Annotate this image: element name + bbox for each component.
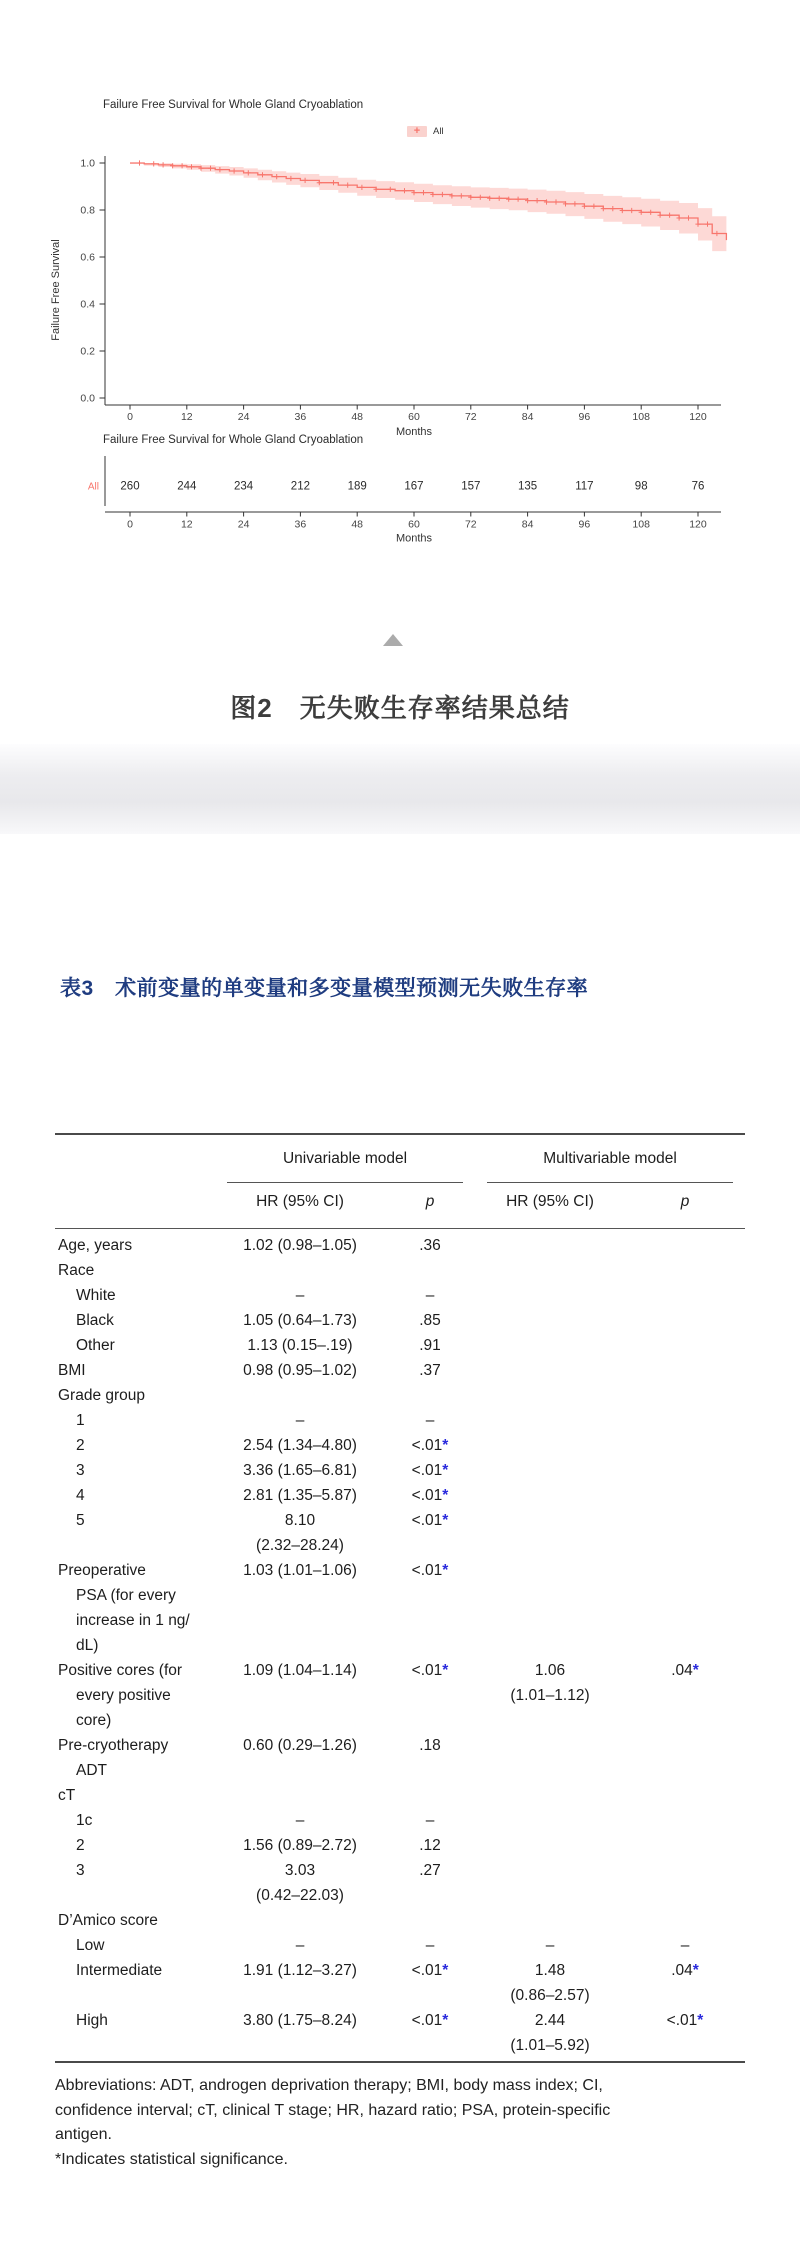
risk-x-tick-label: 120 bbox=[689, 518, 707, 531]
x-axis-title: Months bbox=[395, 426, 433, 438]
risk-x-tick-label: 60 bbox=[408, 518, 420, 531]
x-tick-label: 24 bbox=[237, 411, 250, 423]
header-spacer bbox=[55, 1135, 215, 1183]
multi-p-cell bbox=[625, 1808, 745, 1833]
table3-title: 表3 术前变量的单变量和多变量模型预测无失败生存率 bbox=[60, 977, 589, 1000]
risk-x-tick-label: 72 bbox=[464, 518, 477, 531]
row-label: 4 bbox=[76, 1487, 85, 1504]
risk-count: 135 bbox=[518, 480, 538, 493]
number-at-risk-plot bbox=[45, 450, 755, 550]
uni-hr-cell bbox=[215, 1908, 385, 1933]
risk-x-tick-label: 48 bbox=[351, 518, 364, 531]
multi-hr-cell bbox=[475, 1283, 625, 1308]
uni-hr-cell: 1.03 (1.01–1.06) bbox=[243, 1562, 357, 1579]
x-tick-label: 72 bbox=[464, 411, 477, 423]
risk-x-tick-label: 84 bbox=[521, 518, 534, 531]
uni-hr-cell: – bbox=[295, 1412, 305, 1429]
row-label: Intermediate bbox=[76, 1962, 163, 1979]
uni-hr-cell: 1.56 (0.89–2.72) bbox=[243, 1837, 357, 1854]
uni-hr-cell: 3.80 (1.75–8.24) bbox=[243, 2012, 357, 2029]
multi-p-cell bbox=[625, 1508, 745, 1558]
uni-p-cell: <.01* bbox=[411, 1562, 449, 1579]
significance-star: * bbox=[442, 2012, 449, 2029]
legend-all-marker-icon bbox=[407, 126, 427, 137]
row-label: Black bbox=[76, 1312, 114, 1329]
uni-p-cell bbox=[385, 1783, 475, 1808]
multi-p-cell bbox=[625, 1383, 745, 1408]
table3-header bbox=[55, 1135, 745, 1229]
uni-hr-cell bbox=[215, 1258, 385, 1283]
multi-p-cell bbox=[625, 1358, 745, 1383]
risk-count: 244 bbox=[177, 480, 197, 493]
uni-p-cell: .12 bbox=[419, 1837, 441, 1854]
x-tick-label: 108 bbox=[632, 411, 650, 423]
multi-p-cell: .04* bbox=[671, 1962, 699, 1979]
figure-caption: 图2 无失败生存率结果总结 bbox=[230, 693, 570, 723]
risk-x-tick-label: 12 bbox=[180, 518, 193, 531]
multi-p-cell: <.01* bbox=[666, 2012, 704, 2029]
multi-hr-cell bbox=[475, 1858, 625, 1908]
uni-p-cell: .85 bbox=[419, 1312, 441, 1329]
km-plot-title: Failure Free Survival for Whole Gland Cryoablation bbox=[103, 99, 364, 111]
risk-x-tick-label: 24 bbox=[237, 518, 250, 531]
uni-p-cell bbox=[385, 1383, 475, 1408]
multi-p-cell bbox=[625, 1283, 745, 1308]
significance-star: * bbox=[442, 1437, 449, 1454]
risk-group-label: All bbox=[87, 481, 99, 493]
y-axis-title: Failure Free Survival bbox=[50, 239, 62, 341]
significance-star: * bbox=[442, 1487, 449, 1504]
significance-star: * bbox=[697, 2012, 704, 2029]
uni-hr-cell: – bbox=[295, 1812, 305, 1829]
uni-hr-cell: – bbox=[295, 1287, 305, 1304]
risk-count: 76 bbox=[691, 480, 705, 493]
row-label: BMI bbox=[58, 1362, 86, 1379]
uni-p-cell: .18 bbox=[419, 1737, 441, 1754]
x-tick-label: 84 bbox=[521, 411, 534, 423]
risk-count: 98 bbox=[634, 480, 648, 493]
multi-hr-cell bbox=[475, 1333, 625, 1358]
row-label: 1c bbox=[76, 1812, 93, 1829]
multi-hr-cell: 2.44 (1.01–5.92) bbox=[510, 2012, 590, 2054]
risk-count: 189 bbox=[347, 480, 367, 493]
row-label: Preoperative PSA (for every increase in 1 ng/ dL) bbox=[58, 1562, 190, 1654]
y-tick-label: 0.4 bbox=[80, 298, 95, 311]
multi-p-cell bbox=[625, 1258, 745, 1283]
uni-hr-cell: 8.10 (2.32–28.24) bbox=[256, 1512, 344, 1554]
uni-p-cell: .37 bbox=[419, 1362, 441, 1379]
x-tick-label: 60 bbox=[408, 411, 420, 423]
row-label: Race bbox=[58, 1262, 95, 1279]
header-univariable-model: Univariable model bbox=[215, 1150, 475, 1183]
header-multi-hr: HR (95% CI) bbox=[506, 1193, 594, 1210]
censor-plus-icon: + bbox=[413, 125, 421, 137]
row-label: Pre-cryotherapy ADT bbox=[58, 1737, 169, 1779]
multi-p-cell: .04* bbox=[671, 1662, 699, 1679]
multi-p-cell bbox=[625, 1733, 745, 1783]
uni-p-cell: – bbox=[425, 1812, 435, 1829]
multi-p-cell bbox=[625, 1308, 745, 1333]
row-label: 2 bbox=[76, 1437, 85, 1454]
footnote-abbreviations-line: antigen. bbox=[55, 2126, 112, 2143]
multi-p-cell bbox=[625, 1908, 745, 1933]
uni-p-cell: .36 bbox=[419, 1237, 441, 1254]
figure-marker-triangle-icon bbox=[383, 634, 403, 646]
uni-p-cell: <.01* bbox=[411, 1962, 449, 1979]
y-tick-label: 0.0 bbox=[80, 392, 95, 405]
multi-p-cell bbox=[625, 1483, 745, 1508]
table3-footnote bbox=[55, 2074, 755, 2172]
uni-p-cell: <.01* bbox=[411, 1487, 449, 1504]
risk-count: 157 bbox=[461, 480, 481, 493]
x-tick-label: 0 bbox=[127, 411, 133, 423]
significance-star: * bbox=[692, 1962, 699, 1979]
risk-count: 117 bbox=[575, 480, 594, 493]
uni-p-cell: <.01* bbox=[411, 2012, 449, 2029]
uni-hr-cell: 1.05 (0.64–1.73) bbox=[243, 1312, 357, 1329]
multi-hr-cell bbox=[475, 1508, 625, 1558]
multi-hr-cell bbox=[475, 1733, 625, 1783]
multi-p-cell bbox=[625, 1333, 745, 1358]
risk-x-tick-label: 36 bbox=[294, 518, 307, 531]
header-spacer bbox=[55, 1183, 215, 1228]
multi-hr-cell bbox=[475, 1358, 625, 1383]
x-tick-label: 12 bbox=[180, 411, 193, 423]
uni-p-cell: <.01* bbox=[411, 1662, 449, 1679]
significance-star: * bbox=[442, 1962, 449, 1979]
multi-hr-cell bbox=[475, 1483, 625, 1508]
table3 bbox=[55, 1133, 745, 2063]
uni-p-cell bbox=[385, 1258, 475, 1283]
risk-x-tick-label: 108 bbox=[632, 518, 650, 531]
footnote-abbreviations-line: Abbreviations: ADT, androgen deprivation therapy; BMI, body mass index; CI, bbox=[55, 2077, 603, 2094]
multi-hr-cell: 1.48 (0.86–2.57) bbox=[510, 1962, 590, 2004]
uni-p-cell: <.01* bbox=[411, 1462, 449, 1479]
footnote-significance-note: *Indicates statistical significance. bbox=[55, 2150, 288, 2168]
row-label: 2 bbox=[76, 1837, 85, 1854]
risk-count: 212 bbox=[290, 480, 310, 493]
section-divider-band bbox=[0, 744, 800, 834]
row-label: High bbox=[76, 2012, 108, 2029]
uni-hr-cell bbox=[215, 1383, 385, 1408]
significance-star: * bbox=[442, 1662, 449, 1679]
uni-hr-cell: – bbox=[295, 1937, 305, 1954]
row-label: D’Amico score bbox=[58, 1912, 158, 1929]
header-uni-hr: HR (95% CI) bbox=[256, 1193, 344, 1210]
multi-p-cell bbox=[625, 1233, 745, 1258]
row-label: Positive cores (for every positive core) bbox=[58, 1662, 183, 1729]
uni-hr-cell bbox=[215, 1783, 385, 1808]
uni-p-cell: <.01* bbox=[411, 1437, 449, 1454]
multi-hr-cell bbox=[475, 1783, 625, 1808]
multi-p-cell: – bbox=[680, 1937, 690, 1954]
uni-p-cell: – bbox=[425, 1287, 435, 1304]
multi-hr-cell bbox=[475, 1433, 625, 1458]
row-label: Low bbox=[76, 1937, 105, 1954]
multi-p-cell bbox=[625, 1783, 745, 1808]
uni-p-cell: – bbox=[425, 1412, 435, 1429]
x-tick-label: 48 bbox=[351, 411, 364, 423]
multi-hr-cell bbox=[475, 1408, 625, 1433]
risk-table-title: Failure Free Survival for Whole Gland Cryoablation bbox=[103, 434, 364, 446]
km-survival-plot bbox=[45, 140, 755, 442]
table3-body bbox=[55, 1229, 745, 2061]
uni-p-cell bbox=[385, 1908, 475, 1933]
uni-hr-cell: 3.36 (1.65–6.81) bbox=[243, 1462, 357, 1479]
header-uni-p: p bbox=[425, 1193, 435, 1210]
multi-hr-cell bbox=[475, 1458, 625, 1483]
uni-hr-cell: 1.02 (0.98–1.05) bbox=[243, 1237, 357, 1254]
uni-hr-cell: 0.60 (0.29–1.26) bbox=[243, 1737, 357, 1754]
multi-hr-cell bbox=[475, 1383, 625, 1408]
uni-hr-cell: 1.09 (1.04–1.14) bbox=[243, 1662, 357, 1679]
multi-hr-cell bbox=[475, 1233, 625, 1258]
row-label: 1 bbox=[76, 1412, 85, 1429]
multi-hr-cell bbox=[475, 1833, 625, 1858]
uni-p-cell: .91 bbox=[419, 1337, 441, 1354]
multi-p-cell bbox=[625, 1833, 745, 1858]
header-multivariable-model: Multivariable model bbox=[475, 1150, 745, 1183]
significance-star: * bbox=[442, 1462, 449, 1479]
uni-p-cell: .27 bbox=[419, 1862, 441, 1879]
x-tick-label: 120 bbox=[689, 411, 707, 423]
row-label: 5 bbox=[76, 1512, 85, 1529]
row-label: Other bbox=[76, 1337, 115, 1354]
risk-count: 167 bbox=[404, 480, 424, 493]
risk-x-axis-title: Months bbox=[395, 532, 433, 545]
row-label: White bbox=[76, 1287, 116, 1304]
footnote-abbreviations-line: confidence interval; cT, clinical T stage; HR, hazard ratio; PSA, protein-specific bbox=[55, 2101, 611, 2119]
significance-star: * bbox=[692, 1662, 699, 1679]
multi-hr-cell: 1.06 (1.01–1.12) bbox=[510, 1662, 590, 1704]
risk-count: 234 bbox=[234, 480, 254, 493]
multi-p-cell bbox=[625, 1558, 745, 1658]
uni-hr-cell: 1.13 (0.15–.19) bbox=[247, 1337, 353, 1354]
multi-p-cell bbox=[625, 1858, 745, 1908]
significance-star: * bbox=[442, 1562, 449, 1579]
uni-p-cell: – bbox=[425, 1937, 435, 1954]
row-label: Age, years bbox=[58, 1237, 133, 1254]
y-tick-label: 0.8 bbox=[80, 204, 95, 217]
multi-hr-cell bbox=[475, 1258, 625, 1283]
multi-hr-cell bbox=[475, 1308, 625, 1333]
x-tick-label: 96 bbox=[578, 411, 591, 423]
header-multi-p: p bbox=[680, 1193, 690, 1210]
multi-hr-cell bbox=[475, 1808, 625, 1833]
x-tick-label: 36 bbox=[294, 411, 307, 423]
multi-p-cell bbox=[625, 1458, 745, 1483]
y-tick-label: 1.0 bbox=[80, 157, 95, 170]
uni-p-cell: <.01* bbox=[411, 1512, 449, 1529]
significance-star: * bbox=[442, 1512, 449, 1529]
risk-count: 260 bbox=[120, 480, 140, 493]
km-legend bbox=[407, 126, 444, 137]
uni-hr-cell: 2.81 (1.35–5.87) bbox=[243, 1487, 357, 1504]
risk-x-tick-label: 96 bbox=[578, 518, 591, 531]
uni-hr-cell: 0.98 (0.95–1.02) bbox=[243, 1362, 357, 1379]
risk-x-tick-label: 0 bbox=[127, 518, 133, 531]
row-label: 3 bbox=[76, 1462, 85, 1479]
uni-hr-cell: 1.91 (1.12–3.27) bbox=[243, 1962, 357, 1979]
y-tick-label: 0.6 bbox=[80, 251, 95, 264]
legend-all-label: All bbox=[433, 126, 444, 137]
uni-hr-cell: 2.54 (1.34–4.80) bbox=[243, 1437, 357, 1454]
multi-p-cell bbox=[625, 1433, 745, 1458]
row-label: 3 bbox=[76, 1862, 85, 1879]
multi-hr-cell bbox=[475, 1908, 625, 1933]
multi-hr-cell bbox=[475, 1558, 625, 1658]
row-label: Grade group bbox=[58, 1387, 146, 1404]
y-tick-label: 0.2 bbox=[80, 345, 95, 358]
row-label: cT bbox=[58, 1787, 76, 1804]
multi-p-cell bbox=[625, 1408, 745, 1433]
uni-hr-cell: 3.03 (0.42–22.03) bbox=[256, 1862, 344, 1904]
multi-hr-cell: – bbox=[545, 1937, 555, 1954]
